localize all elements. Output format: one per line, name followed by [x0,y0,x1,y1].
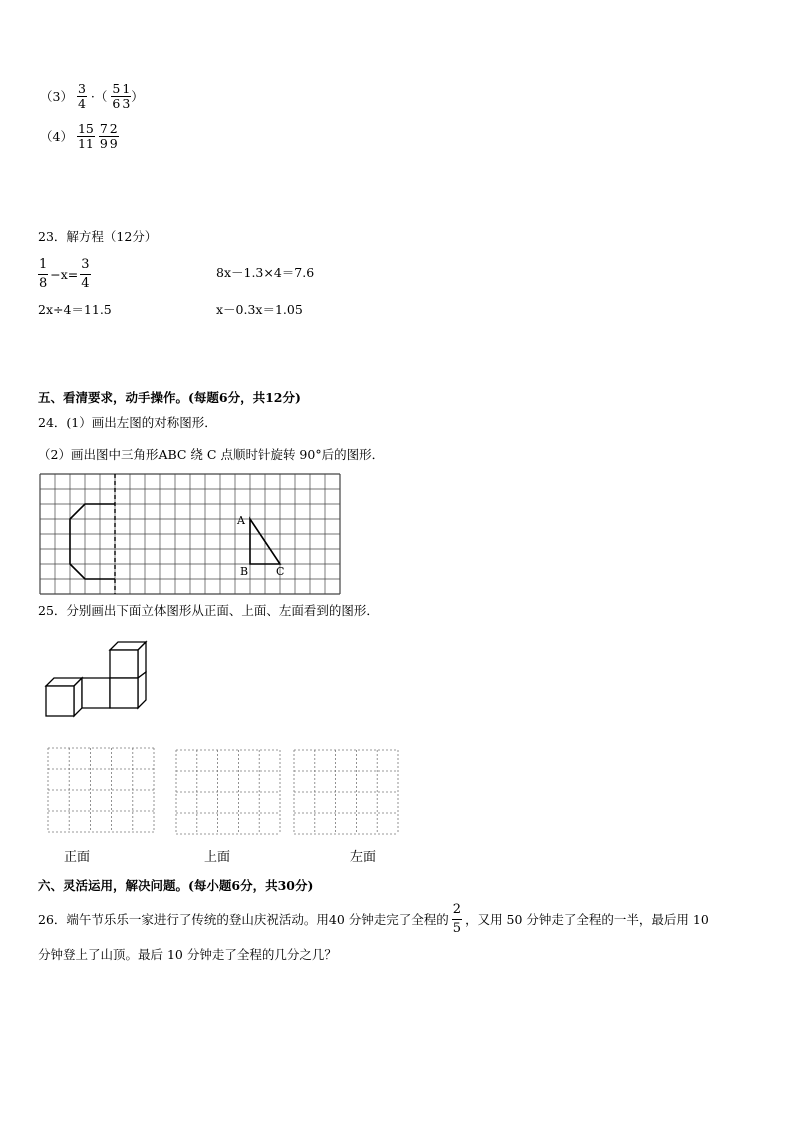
section-5-title: 五、看清要求，动手操作。(每题6分，共12分) [38,390,301,405]
fraction: $\frac{5}{6}$ [112,81,121,111]
left-paren: （ [94,88,108,104]
cube-front-face [110,650,138,678]
front-view-grid [48,748,154,832]
fraction: $\frac{3}{4}$ [81,257,90,291]
q24-part-1: 24．(1）画出左图的对称图形． [38,415,217,430]
q23-equation-4: x－0.3x＝1.05 [216,302,303,317]
point-c-label: C [276,565,285,578]
problem-label: （4） [40,128,73,144]
calc-problem-3 [40,82,144,114]
q23-title: 23．解方程（12分） [38,229,158,244]
left-view-grid [294,750,398,834]
cube-front-face [46,686,74,716]
q26-line-1 [38,901,709,937]
calc-problem-4 [40,122,119,154]
point-b-label: B [240,565,249,578]
cube-front-face [82,678,110,708]
view-label-front: 正面 [64,850,91,865]
view-label-top: 上面 [204,850,231,865]
dotted-grid-lines [176,750,280,834]
q26-line-2: 分钟登上了山顶。最后 10 分钟走了全程的几分之几？ [38,947,337,962]
section-6-title: 六、灵活运用，解决问题。(每小题6分，共30分) [38,878,314,893]
q26-text-b: ，又用 50 分钟走了全程的一半，最后用 10 [465,911,709,927]
fraction: $\frac{2}{5}$ [452,902,462,936]
problem-label: （3） [40,88,73,104]
q24-grid-figure [40,474,340,594]
view-label-left: 左面 [350,850,377,865]
half-shape [70,504,115,579]
fraction: $\frac{3}{4}$ [77,81,86,111]
cube-front-face [110,678,138,708]
q25-title: 25．分别画出下面立体图形从正面、上面、左面看到的图形． [38,603,379,618]
q23-equation-3: 2x÷4＝11.5 [38,302,112,317]
dotted-grid-lines [294,750,398,834]
fraction: $\frac{1}{8}$ [39,257,48,291]
grid-lines [40,474,340,594]
equation-middle: −x= [50,266,79,282]
fraction: $\frac{1}{3}$ [122,81,131,111]
q23-equation-1 [38,256,91,293]
cube-stack-figure [40,636,160,721]
dotted-grid-lines [48,748,154,832]
operator: · [90,88,95,104]
right-paren: ） [131,88,144,104]
fraction: $\frac{2}{9}$ [109,121,118,151]
q24-part-2: （2）画出图中三角形ABC 绕 C 点顺时针旋转 90°后的图形． [38,447,385,462]
fraction: $\frac{7}{9}$ [99,121,108,151]
point-a-label: A [237,514,245,527]
q26-text-a: 26．端午节乐乐一家进行了传统的登山庆祝活动。用40 分钟走完了全程的 [38,911,449,927]
cube-side-face [138,672,146,708]
fraction: $\frac{15}{11}$ [77,121,94,151]
q23-equation-2: 8x－1.3×4＝7.6 [216,265,315,280]
top-view-grid [176,750,280,834]
